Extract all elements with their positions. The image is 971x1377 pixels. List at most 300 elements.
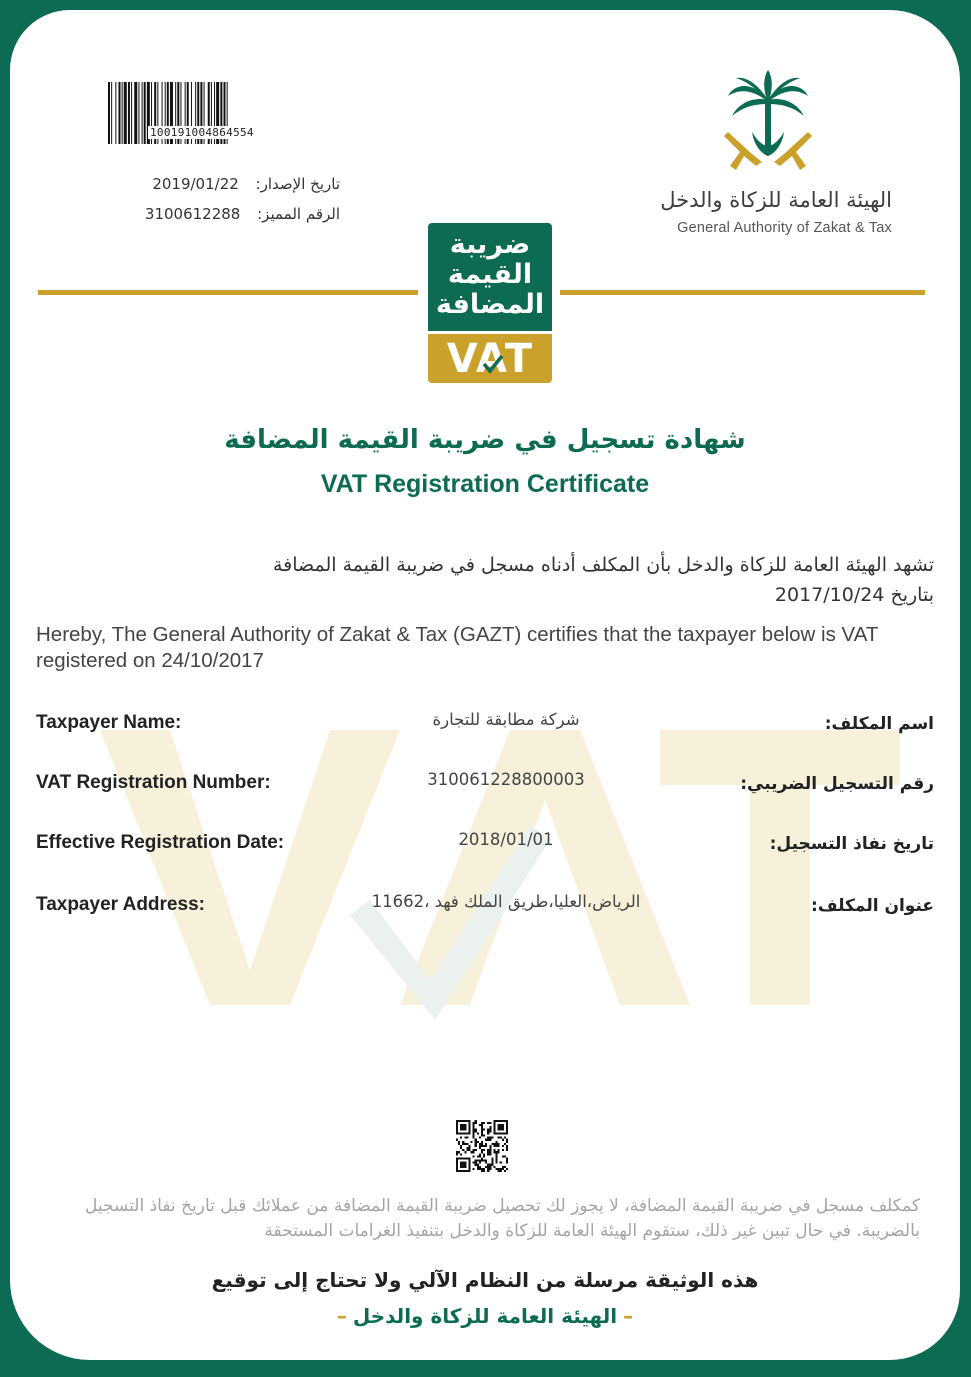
qr-module xyxy=(460,1170,462,1172)
qr-module xyxy=(506,1130,508,1132)
qr-module xyxy=(504,1155,506,1157)
qr-module xyxy=(481,1130,483,1132)
qr-module xyxy=(456,1164,458,1166)
certification-english: Hereby, The General Authority of Zakat & Tax (GAZT) certifies that the taxpayer below is VAT registered on 24/10/2017 xyxy=(36,623,879,672)
qr-module xyxy=(493,1124,495,1126)
qr-module xyxy=(496,1153,498,1155)
qr-module xyxy=(477,1164,479,1166)
qr-module xyxy=(460,1120,462,1122)
qr-module xyxy=(462,1157,464,1159)
qr-module xyxy=(506,1149,508,1151)
qr-module xyxy=(479,1143,481,1145)
barcode-number: 100191004864554 xyxy=(148,126,300,139)
registration-notice: كمكلف مسجل في ضريبة القيمة المضافة، لا يجوز لك تحصيل ضريبة القيمة المضافة من عملائك قبل تاريخ نفاذ التسجيل بالضريبة. في حال تبين غير ذلك، ستقوم الهيئة العامة للزكاة والدخل بتنفيذ الغرامات المستحقة xyxy=(84,1196,920,1241)
qr-module xyxy=(502,1139,504,1141)
qr-module xyxy=(491,1162,493,1164)
qr-module xyxy=(481,1170,483,1172)
qr-module xyxy=(473,1124,475,1126)
unique-number-value: 3100612288 xyxy=(144,205,241,223)
certification-arabic-date xyxy=(94,580,934,610)
field-row-vat-number xyxy=(36,770,934,800)
qr-module xyxy=(464,1162,466,1164)
qr-module xyxy=(506,1160,508,1162)
qr-module xyxy=(485,1139,487,1141)
qr-module xyxy=(496,1157,498,1159)
authority-name-en: General Authority of Zakat & Tax xyxy=(677,220,892,236)
qr-module xyxy=(460,1124,462,1126)
qr-module xyxy=(506,1145,508,1147)
qr-module xyxy=(496,1132,498,1134)
qr-module xyxy=(491,1143,493,1145)
qr-module xyxy=(502,1166,504,1168)
qr-module xyxy=(466,1170,468,1172)
qr-module xyxy=(483,1128,485,1130)
qr-module xyxy=(473,1149,475,1151)
check-icon xyxy=(481,352,505,376)
qr-module xyxy=(489,1139,491,1141)
qr-module xyxy=(473,1162,475,1164)
qr-module xyxy=(473,1155,475,1157)
field-value: 310061228800003 xyxy=(427,770,585,789)
qr-module xyxy=(500,1170,502,1172)
qr-module xyxy=(468,1128,470,1130)
qr-module xyxy=(506,1139,508,1141)
qr-module xyxy=(483,1145,485,1147)
qr-module xyxy=(481,1135,483,1137)
qr-module xyxy=(504,1170,506,1172)
vat-badge-label-box xyxy=(428,331,552,383)
field-value: شركة مطابقة للتجارة xyxy=(432,710,580,729)
qr-module xyxy=(483,1168,485,1170)
qr-module xyxy=(491,1137,493,1139)
field-label-ar: عنوان المكلف: xyxy=(811,896,934,916)
qr-module xyxy=(462,1132,464,1134)
qr-module xyxy=(483,1160,485,1162)
field-row-effective-date xyxy=(36,830,934,860)
barcode-bar xyxy=(131,82,132,144)
qr-module xyxy=(464,1151,466,1153)
qr-module xyxy=(462,1141,464,1143)
barcode-bar xyxy=(115,82,116,144)
qr-module xyxy=(489,1164,491,1166)
qr-module xyxy=(489,1126,491,1128)
qr-module xyxy=(477,1155,479,1157)
qr-module xyxy=(462,1126,464,1128)
certificate-card xyxy=(10,10,960,1360)
barcode-bar xyxy=(142,82,143,144)
qr-module xyxy=(502,1126,504,1128)
qr-module xyxy=(456,1170,458,1172)
qr-module xyxy=(500,1137,502,1139)
authority-name-ar: الهيئة العامة للزكاة والدخل xyxy=(660,188,892,212)
qr-module xyxy=(506,1122,508,1124)
qr-module xyxy=(491,1164,493,1166)
qr-module xyxy=(481,1149,483,1151)
qr-module xyxy=(493,1151,495,1153)
qr-module xyxy=(456,1126,458,1128)
qr-module xyxy=(473,1132,475,1134)
field-row-taxpayer-name xyxy=(36,710,934,740)
qr-module xyxy=(468,1120,470,1122)
qr-module xyxy=(462,1120,464,1122)
field-row-address xyxy=(36,892,934,922)
qr-module xyxy=(477,1141,479,1143)
divider-right xyxy=(560,290,925,295)
qr-module xyxy=(462,1164,464,1166)
qr-module xyxy=(475,1128,477,1130)
qr-module xyxy=(481,1122,483,1124)
qr-module xyxy=(460,1145,462,1147)
qr-module xyxy=(475,1141,477,1143)
qr-module xyxy=(496,1155,498,1157)
qr-module xyxy=(485,1160,487,1162)
qr-module xyxy=(496,1168,498,1170)
qr-module xyxy=(493,1128,495,1130)
qr-module xyxy=(475,1162,477,1164)
qr-module xyxy=(487,1130,489,1132)
qr-module xyxy=(481,1157,483,1159)
qr-module xyxy=(456,1128,458,1130)
certification-date: 2017/10/24 xyxy=(774,584,885,606)
field-label-ar: رقم التسجيل الضريبي: xyxy=(740,774,934,794)
qr-module xyxy=(475,1130,477,1132)
field-label-en: Taxpayer Name: xyxy=(36,712,182,733)
qr-module xyxy=(466,1137,468,1139)
qr-module xyxy=(481,1126,483,1128)
qr-module xyxy=(458,1157,460,1159)
qr-module xyxy=(506,1126,508,1128)
qr-module xyxy=(468,1147,470,1149)
qr-module xyxy=(485,1166,487,1168)
qr-module xyxy=(504,1166,506,1168)
qr-module xyxy=(506,1124,508,1126)
qr-module xyxy=(493,1130,495,1132)
qr-module xyxy=(468,1122,470,1124)
qr-module xyxy=(460,1126,462,1128)
qr-module xyxy=(504,1143,506,1145)
field-value: 2018/01/01 xyxy=(458,830,554,849)
qr-module xyxy=(460,1147,462,1149)
signature-dash-left: – xyxy=(336,1304,347,1328)
qr-module xyxy=(489,1122,491,1124)
unique-number xyxy=(145,205,340,223)
qr-module xyxy=(498,1124,500,1126)
qr-module xyxy=(485,1145,487,1147)
qr-module xyxy=(456,1151,458,1153)
qr-module xyxy=(464,1124,466,1126)
certification-date-prefix: بتاريخ xyxy=(890,584,934,606)
qr-module xyxy=(500,1128,502,1130)
qr-module xyxy=(504,1120,506,1122)
qr-module xyxy=(464,1132,466,1134)
qr-module xyxy=(506,1120,508,1122)
issue-date-label: تاريخ الإصدار: xyxy=(255,175,340,193)
qr-module xyxy=(464,1126,466,1128)
qr-module xyxy=(475,1164,477,1166)
certification-arabic-text: تشهد الهيئة العامة للزكاة والدخل بأن المكلف أدناه مسجل في ضريبة القيمة المضافة xyxy=(272,554,934,576)
barcode-bar xyxy=(122,82,123,144)
qr-module xyxy=(460,1128,462,1130)
qr-module xyxy=(481,1145,483,1147)
qr-module xyxy=(477,1160,479,1162)
qr-module xyxy=(460,1162,462,1164)
qr-module xyxy=(498,1170,500,1172)
qr-module xyxy=(471,1151,473,1153)
qr-module xyxy=(487,1128,489,1130)
qr-module xyxy=(502,1120,504,1122)
qr-module xyxy=(475,1122,477,1124)
qr-module xyxy=(489,1145,491,1147)
qr-module xyxy=(473,1137,475,1139)
qr-module xyxy=(456,1124,458,1126)
qr-module xyxy=(464,1157,466,1159)
qr-module xyxy=(487,1168,489,1170)
qr-module xyxy=(456,1122,458,1124)
qr-module xyxy=(479,1155,481,1157)
vat-badge-arabic xyxy=(428,223,552,331)
qr-module xyxy=(487,1153,489,1155)
qr-module xyxy=(475,1139,477,1141)
qr-module xyxy=(468,1145,470,1147)
qr-module xyxy=(475,1160,477,1162)
field-label-ar: اسم المكلف: xyxy=(824,714,934,734)
qr-module xyxy=(464,1120,466,1122)
qr-module xyxy=(456,1120,458,1122)
qr-module xyxy=(479,1137,481,1139)
qr-module xyxy=(498,1149,500,1151)
qr-module xyxy=(471,1141,473,1143)
qr-module xyxy=(498,1168,500,1170)
qr-module xyxy=(502,1132,504,1134)
qr-module xyxy=(498,1126,500,1128)
qr-module xyxy=(487,1166,489,1168)
qr-module xyxy=(468,1168,470,1170)
qr-module xyxy=(502,1155,504,1157)
qr-module xyxy=(493,1132,495,1134)
barcode-bar xyxy=(111,82,112,144)
qr-module xyxy=(464,1164,466,1166)
qr-module xyxy=(498,1132,500,1134)
qr-module xyxy=(493,1149,495,1151)
qr-module xyxy=(458,1120,460,1122)
signature-dash-right: – xyxy=(623,1304,634,1328)
qr-module xyxy=(483,1153,485,1155)
qr-module xyxy=(468,1126,470,1128)
field-label-ar: تاريخ نفاذ التسجيل: xyxy=(769,834,934,854)
qr-module xyxy=(483,1155,485,1157)
qr-module xyxy=(475,1120,477,1122)
qr-module xyxy=(479,1162,481,1164)
qr-module xyxy=(462,1170,464,1172)
qr-module xyxy=(462,1128,464,1130)
qr-module xyxy=(502,1124,504,1126)
vat-badge-label: VAT xyxy=(446,336,534,382)
qr-module xyxy=(458,1170,460,1172)
qr-module xyxy=(489,1151,491,1153)
qr-module xyxy=(479,1168,481,1170)
qr-module xyxy=(498,1143,500,1145)
qr-module xyxy=(487,1164,489,1166)
qr-module xyxy=(502,1128,504,1130)
qr-module xyxy=(466,1147,468,1149)
qr-module xyxy=(473,1168,475,1170)
qr-module xyxy=(493,1126,495,1128)
qr-module xyxy=(485,1143,487,1145)
qr-module xyxy=(460,1137,462,1139)
qr-module xyxy=(456,1139,458,1141)
field-label-en: Taxpayer Address: xyxy=(36,894,205,915)
qr-module xyxy=(506,1128,508,1130)
qr-module xyxy=(496,1160,498,1162)
qr-module xyxy=(458,1143,460,1145)
qr-module xyxy=(493,1166,495,1168)
unique-number-label: الرقم المميز: xyxy=(257,205,340,223)
qr-module xyxy=(506,1162,508,1164)
qr-module xyxy=(456,1157,458,1159)
authority-signature xyxy=(10,1304,960,1328)
qr-module xyxy=(475,1145,477,1147)
qr-module xyxy=(481,1124,483,1126)
qr-module xyxy=(489,1153,491,1155)
certification-arabic xyxy=(94,550,934,610)
qr-module xyxy=(479,1153,481,1155)
qr-module xyxy=(489,1137,491,1139)
qr-module xyxy=(473,1151,475,1153)
qr-module xyxy=(456,1132,458,1134)
qr-module xyxy=(481,1128,483,1130)
qr-module xyxy=(460,1157,462,1159)
qr-module xyxy=(481,1132,483,1134)
vat-badge-line2: القيمة xyxy=(447,259,533,290)
field-label-en: VAT Registration Number: xyxy=(36,772,271,793)
qr-module xyxy=(489,1168,491,1170)
qr-module xyxy=(473,1135,475,1137)
barcode-bar xyxy=(128,82,130,144)
qr-module xyxy=(477,1166,479,1168)
qr-module xyxy=(468,1130,470,1132)
qr-module xyxy=(462,1143,464,1145)
qr-module xyxy=(487,1122,489,1124)
qr-module xyxy=(498,1120,500,1122)
qr-module xyxy=(468,1132,470,1134)
qr-module xyxy=(456,1153,458,1155)
vat-badge-line3: المضافة xyxy=(435,289,545,320)
qr-module xyxy=(506,1168,508,1170)
vat-badge-line1: ضريبة xyxy=(449,229,531,260)
qr-module xyxy=(464,1170,466,1172)
qr-module xyxy=(483,1149,485,1151)
qr-module xyxy=(483,1122,485,1124)
qr-module xyxy=(487,1151,489,1153)
qr-module xyxy=(456,1168,458,1170)
barcode-bar xyxy=(144,82,146,144)
qr-module xyxy=(489,1128,491,1130)
qr-module xyxy=(464,1166,466,1168)
qr-module xyxy=(456,1162,458,1164)
qr-module xyxy=(498,1128,500,1130)
qr-module xyxy=(468,1124,470,1126)
qr-module xyxy=(496,1151,498,1153)
qr-module xyxy=(456,1160,458,1162)
qr-module xyxy=(496,1145,498,1147)
qr-module xyxy=(500,1132,502,1134)
qr-module xyxy=(468,1164,470,1166)
qr-module xyxy=(489,1147,491,1149)
barcode-bar xyxy=(124,82,127,144)
qr-module xyxy=(468,1170,470,1172)
qr-module xyxy=(496,1120,498,1122)
qr-module xyxy=(462,1124,464,1126)
qr-module xyxy=(466,1120,468,1122)
qr-module xyxy=(473,1122,475,1124)
barcode-bar xyxy=(138,82,139,144)
qr-module xyxy=(460,1132,462,1134)
qr-module xyxy=(466,1149,468,1151)
qr-module xyxy=(481,1141,483,1143)
qr-module xyxy=(489,1166,491,1168)
divider-left xyxy=(38,290,418,295)
barcode-bar xyxy=(119,82,121,144)
qr-module xyxy=(468,1157,470,1159)
qr-module xyxy=(496,1141,498,1143)
qr-module xyxy=(506,1157,508,1159)
qr-module xyxy=(487,1137,489,1139)
qr-module xyxy=(479,1147,481,1149)
qr-module xyxy=(458,1151,460,1153)
qr-module xyxy=(500,1162,502,1164)
qr-module xyxy=(464,1137,466,1139)
qr-module xyxy=(502,1168,504,1170)
qr-module xyxy=(500,1120,502,1122)
qr-module xyxy=(481,1160,483,1162)
qr-module xyxy=(468,1162,470,1164)
qr-module xyxy=(458,1132,460,1134)
barcode-bar xyxy=(108,82,110,144)
qr-module xyxy=(489,1149,491,1151)
palm-swords-logo-icon xyxy=(722,70,814,180)
qr-module xyxy=(500,1126,502,1128)
issue-date xyxy=(152,175,340,193)
automated-document-note: هذه الوثيقة مرسلة من النظام الآلي ولا تحتاج إلى توقيع xyxy=(211,1268,759,1292)
qr-module xyxy=(466,1157,468,1159)
qr-module xyxy=(479,1166,481,1168)
vat-badge xyxy=(428,223,552,383)
qr-module xyxy=(462,1166,464,1168)
qr-module xyxy=(466,1143,468,1145)
qr-module xyxy=(496,1143,498,1145)
qr-module xyxy=(506,1141,508,1143)
qr-module xyxy=(493,1143,495,1145)
qr-module xyxy=(483,1170,485,1172)
qr-module xyxy=(479,1160,481,1162)
qr-module xyxy=(481,1143,483,1145)
qr-module xyxy=(462,1149,464,1151)
qr-module xyxy=(493,1120,495,1122)
qr-module xyxy=(477,1132,479,1134)
qr-module xyxy=(473,1128,475,1130)
qr-module xyxy=(504,1132,506,1134)
title-english: VAT Registration Certificate xyxy=(320,470,650,498)
qr-module xyxy=(487,1139,489,1141)
qr-module xyxy=(496,1162,498,1164)
title-arabic: شهادة تسجيل في ضريبة القيمة المضافة xyxy=(224,425,746,455)
qr-module xyxy=(473,1130,475,1132)
qr-module xyxy=(475,1149,477,1151)
qr-module xyxy=(456,1166,458,1168)
qr-module xyxy=(473,1126,475,1128)
field-label-en: Effective Registration Date: xyxy=(36,832,285,853)
qr-module xyxy=(493,1122,495,1124)
